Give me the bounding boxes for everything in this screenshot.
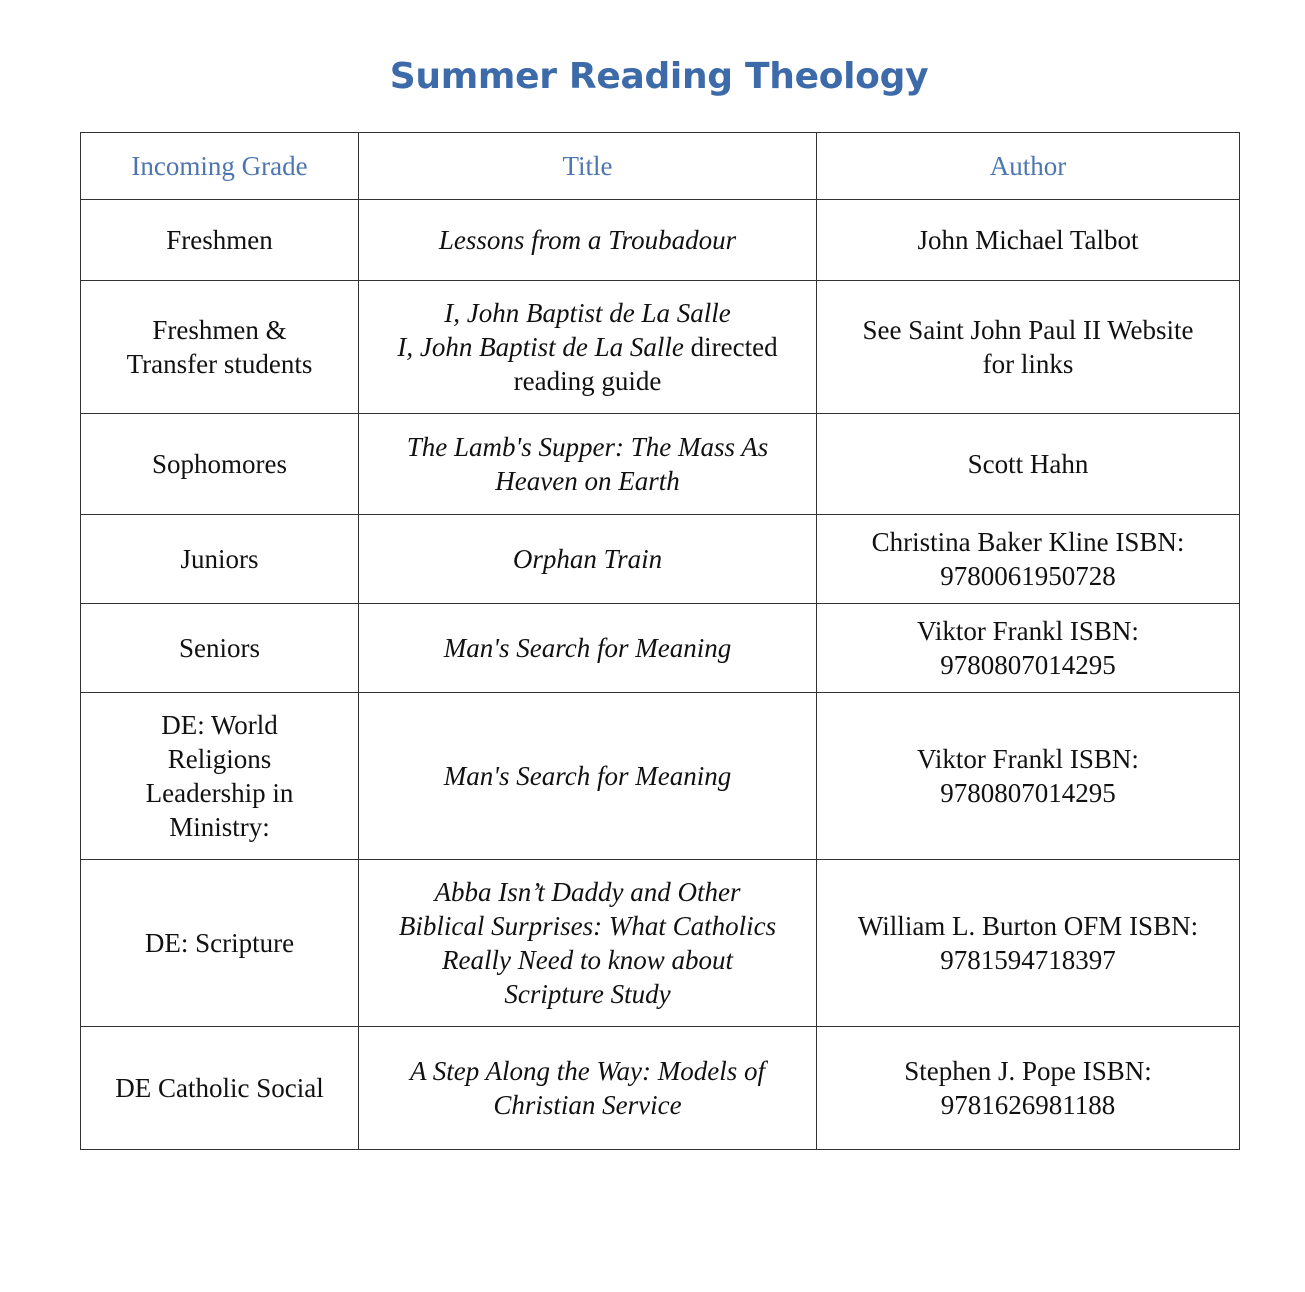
author-line: John Michael Talbot: [917, 225, 1139, 255]
author-line: Stephen J. Pope ISBN:: [904, 1056, 1152, 1086]
book-title-cell: [359, 281, 817, 414]
author-line: Scott Hahn: [967, 449, 1089, 479]
author-line: 9781594718397: [940, 945, 1116, 975]
header-incoming-grade: Incoming Grade: [81, 133, 359, 200]
table-row: [81, 693, 1240, 860]
author-line: William L. Burton OFM ISBN:: [857, 911, 1199, 941]
book-title-line: A Step Along the Way: Models of: [410, 1056, 765, 1086]
author-cell: [817, 515, 1240, 604]
reading-list-table: [80, 132, 1240, 1150]
book-title-cell: [359, 1027, 817, 1150]
table-row: [81, 515, 1240, 604]
grade-line: Sophomores: [152, 449, 287, 479]
book-title-line: Really Need to know about: [442, 945, 733, 975]
grade-cell: [81, 200, 359, 281]
book-title-italic: I, John Baptist de La Salle: [397, 332, 684, 362]
grade-cell: [81, 693, 359, 860]
book-title-cell: [359, 200, 817, 281]
book-title-line: reading guide: [513, 366, 662, 396]
grade-line: Transfer students: [126, 349, 313, 379]
table-row: [81, 860, 1240, 1027]
grade-cell: [81, 414, 359, 515]
grade-cell: [81, 281, 359, 414]
table-row: [81, 200, 1240, 281]
book-title-cell: [359, 693, 817, 860]
book-title-line: Abba Isn’t Daddy and Other: [434, 877, 741, 907]
book-title-line: The Lamb's Supper: The Mass As: [406, 432, 769, 462]
author-line: Viktor Frankl ISBN:: [917, 744, 1139, 774]
author-cell: [817, 200, 1240, 281]
author-cell: [817, 281, 1240, 414]
book-title-line: Orphan Train: [512, 544, 663, 574]
grade-line: Religions: [167, 744, 272, 774]
author-cell: [817, 1027, 1240, 1150]
book-title-line: Heaven on Earth: [495, 466, 680, 496]
author-cell: [817, 604, 1240, 693]
author-cell: [817, 693, 1240, 860]
author-line: 9780061950728: [940, 561, 1116, 591]
book-title-line: Man's Search for Meaning: [443, 633, 732, 663]
book-title-line: [375, 330, 800, 364]
book-title-line: Christian Service: [493, 1090, 682, 1120]
author-line: See Saint John Paul II Website: [862, 315, 1194, 345]
grade-cell: [81, 604, 359, 693]
grade-line: DE: Scripture: [144, 928, 295, 958]
table-row: [81, 604, 1240, 693]
grade-cell: [81, 515, 359, 604]
book-title-line: Man's Search for Meaning: [443, 761, 732, 791]
grade-line: DE Catholic Social: [115, 1073, 324, 1103]
book-title-suffix: directed: [683, 332, 778, 362]
page-title: Summer Reading Theology: [389, 56, 929, 97]
grade-line: DE: World: [161, 710, 278, 740]
table-row: [81, 281, 1240, 414]
book-title-line: Biblical Surprises: What Catholics: [398, 911, 777, 941]
grade-line: Leadership in: [145, 778, 294, 808]
book-title-line: I, John Baptist de La Salle: [444, 298, 731, 328]
grade-line: Seniors: [179, 633, 260, 663]
author-line: Christina Baker Kline ISBN:: [871, 527, 1185, 557]
grade-line: Freshmen: [166, 225, 273, 255]
author-cell: [817, 860, 1240, 1027]
author-line: for links: [982, 349, 1074, 379]
header-title: Title: [359, 133, 817, 200]
book-title-line: Lessons from a Troubadour: [438, 225, 737, 255]
table-row: [81, 1027, 1240, 1150]
author-line: 9780807014295: [940, 650, 1116, 680]
author-line: 9781626981188: [940, 1090, 1116, 1120]
author-line: 9780807014295: [940, 778, 1116, 808]
grade-line: Ministry:: [169, 812, 270, 842]
book-title-line: Scripture Study: [504, 979, 671, 1009]
grade-cell: [81, 1027, 359, 1150]
grade-line: Freshmen &: [152, 315, 287, 345]
table-row: [81, 414, 1240, 515]
grade-cell: [81, 860, 359, 1027]
book-title-cell: [359, 414, 817, 515]
header-author: Author: [817, 133, 1240, 200]
book-title-cell: [359, 515, 817, 604]
author-line: Viktor Frankl ISBN:: [917, 616, 1139, 646]
book-title-cell: [359, 604, 817, 693]
author-cell: [817, 414, 1240, 515]
table-header-row: [81, 133, 1240, 200]
grade-line: Juniors: [180, 544, 259, 574]
book-title-cell: [359, 860, 817, 1027]
